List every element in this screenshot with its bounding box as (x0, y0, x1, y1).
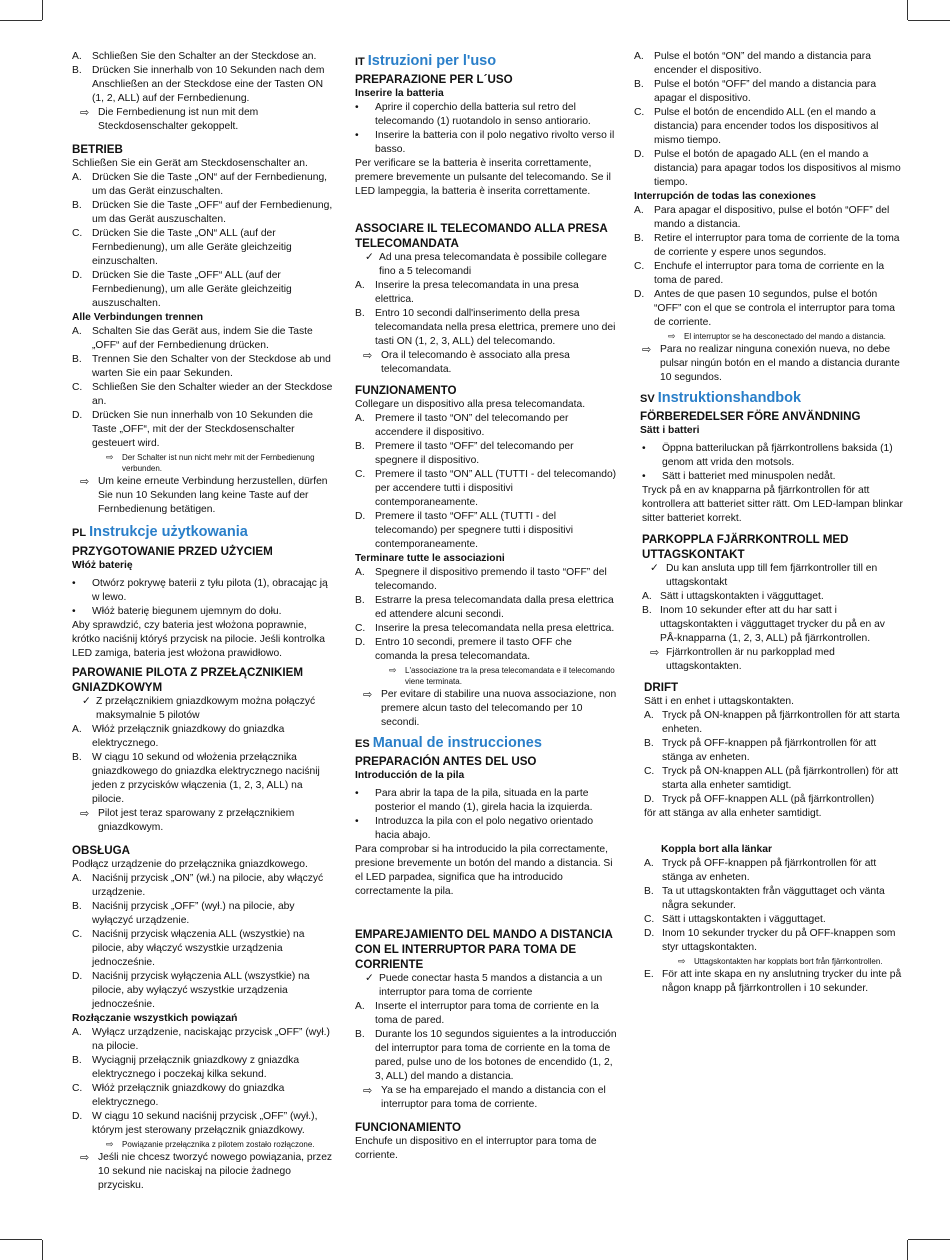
list-item: A. Tryck på OFF-knappen på fjärrkontrollen för att stänga av enheten. (644, 858, 877, 883)
list-item: B. Estrarre la presa telecomandata dalla presa elettrica ed attendere alcuni secondi. (355, 595, 614, 620)
bullet-item: • Introduzca la pila con el polo negativo orientado hacia abajo. (355, 816, 594, 841)
section-heading: PREPARACIÓN ANTES DEL USO (355, 755, 537, 768)
column-spanish-swedish (634, 50, 904, 996)
arrow-icon: ⇨ (668, 331, 676, 341)
bullet-item: • Sätt i batteriet med minuspolen nedåt. (642, 471, 836, 482)
list-item: A. Para apagar el dispositivo, pulse el botón “OFF” del mando a distancia. (634, 205, 890, 230)
list-item: B. Naciśnij przycisk „OFF” (wył.) na pilocie, aby wyłączyć urządzenie. (72, 901, 295, 926)
crop-mark (42, 1240, 43, 1260)
list-item: D. Drücken Sie die Taste „OFF“ ALL (auf der Fernbedienung), um alle Geräte gleichzeitig auszuschalten. (72, 270, 292, 309)
list-item: D. Drücken Sie nun innerhalb von 10 Sekunden die Taste „OFF“, mit der der Steckdosenschalter gesteuert wird. (72, 410, 313, 449)
arrow-icon: ⇨ (650, 647, 660, 659)
bullet-item: • Öppna batteriluckan på fjärrkontrollens baksida (1) genom att vrida den motsols. (642, 443, 893, 468)
list-item: B. W ciągu 10 sekund od włożenia przełącznika gniazdkowego do gniazdka elektrycznego naciśnij jeden z przycisków włączenia (1, 2, 3, ALL) na pilocie. (72, 752, 320, 805)
subsection-heading: Terminare tutte le associazioni (355, 553, 505, 564)
note-item: ⇨ El interruptor se ha desconectado del mando a distancia. (668, 331, 886, 341)
crop-mark (907, 1240, 908, 1260)
arrow-icon: ⇨ (106, 452, 114, 462)
paragraph: Tryck på en av knapparna på fjärrkontrollen för att kontrollera att batteriet sitter rätt. Om LED-lampan blinkar sitter batteriet korrekt. (642, 485, 903, 524)
check-item: ✓ Puede conectar hasta 5 mandos a distancia a un interruptor para toma de corriente (365, 973, 603, 998)
section-heading: DRIFT (644, 681, 679, 694)
subsection-heading: Rozłączanie wszystkich powiązań (72, 1013, 238, 1024)
section-heading: OBSŁUGA (72, 844, 130, 857)
list-item: C. Naciśnij przycisk włączenia ALL (wszystkie) na pilocie, aby włączyć wszystkie urządzenia jednocześnie. (72, 929, 305, 968)
paragraph: Enchufe un dispositivo en el interruptor para toma de corriente. (355, 1136, 597, 1161)
subsection-heading: Interrupción de todas las conexiones (634, 191, 816, 202)
list-item: B. Premere il tasto “OFF” del telecomando per spegnere il dispositivo. (355, 441, 574, 466)
check-item: ✓ Du kan ansluta upp till fem fjärrkontroller till en uttagskontakt (650, 563, 878, 588)
bullet-icon: • (355, 816, 359, 827)
list-item: A. Pulse el botón “ON” del mando a distancia para encender el dispositivo. (634, 51, 871, 76)
list-item: A. Tryck på ON-knappen på fjärrkontrollen för att starta enheten. (644, 710, 900, 735)
arrow-icon: ⇨ (80, 476, 90, 488)
column-italian-spanish (355, 50, 617, 1163)
paragraph: Per verificare se la batteria è inserita correttamente, premere brevemente un pulsante del telecomando. Se il LED lampeggia, la batteria è inserita correttamente. (355, 158, 611, 197)
arrow-icon: ⇨ (80, 107, 90, 119)
list-item: A. Włóż przełącznik gniazdkowy do gniazdka elektrycznego. (72, 724, 285, 749)
list-item: B. Drücken Sie die Taste „OFF“ auf der Fernbedienung, um das Gerät auszuschalten. (72, 200, 333, 225)
arrow-icon: ⇨ (80, 808, 90, 820)
list-item: A. Naciśnij przycisk „ON” (wł.) na pilocie, aby włączyć urządzenie. (72, 873, 324, 898)
list-item: D. Pulse el botón de apagado ALL (en el mando a distancia) para apagar todos los dispositivos al mismo tiempo. (634, 149, 901, 188)
list-item: C. Tryck på ON-knappen ALL (på fjärrkontrollen) för att starta alla enheter samtidigt. (644, 766, 899, 791)
subsection-heading: Alle Verbindungen trennen (72, 312, 204, 323)
list-item: B. Entro 10 secondi dall'inserimento della presa telecomandata nella presa elettrica, premere uno dei tasti ON (1, 2, 3, ALL) del telecomando. (355, 308, 616, 347)
result-item: ⇨ Ora il telecomando è associato alla presa telecomandata. (363, 350, 570, 375)
tip-item: ⇨ Per evitare di stabilire una nuova associazione, non premere alcun tasto del telecomando per 10 secondi. (363, 689, 617, 728)
list-item: B. Ta ut uttagskontakten från vägguttaget och vänta några sekunder. (644, 886, 885, 911)
list-item: A. Premere il tasto “ON” del telecomando per accendere il dispositivo. (355, 413, 569, 438)
bullet-icon: • (355, 788, 359, 799)
list-item: D. Antes de que pasen 10 segundos, pulse el botón “OFF” con el que se controla el interruptor para toma de corriente. (634, 289, 895, 328)
subsection-heading: Sätt i batteri (640, 425, 700, 436)
section-heading: BETRIEB (72, 143, 123, 156)
bullet-icon: • (642, 471, 646, 482)
list-item: C. Schließen Sie den Schalter wieder an der Steckdose an. (72, 382, 333, 407)
paragraph: Aby sprawdzić, czy bateria jest włożona poprawnie, krótko naciśnij któryś przycisk na pilocie. Jeśli kontrolka LED zamiga, bateria jest włożona prawidłowo. (72, 620, 325, 659)
note-item: ⇨ Powiązanie przełącznika z pilotem zostało rozłączone. (106, 1139, 315, 1149)
list-item: C. Inserire la presa telecomandata nella presa elettrica. (355, 623, 615, 634)
list-item: C. Premere il tasto “ON” ALL (TUTTI - del telecomando) per accendere tutti i dispositivi contemporaneamente. (355, 469, 617, 508)
section-heading: PRZYGOTOWANIE PRZED UŻYCIEM (72, 545, 273, 558)
list-item: A. Inserire la presa telecomandata in una presa elettrica. (355, 280, 579, 305)
list-item: B. Pulse el botón “OFF” del mando a distancia para apagar el dispositivo. (634, 79, 877, 104)
bullet-item: • Włóż baterię biegunem ujemnym do dołu. (72, 606, 282, 617)
language-title-pl: PL Instrukcje użytkowania (72, 524, 248, 540)
result-item: ⇨ Die Fernbedienung ist nun mit dem Steckdosenschalter gekoppelt. (80, 107, 259, 132)
section-heading: ASSOCIARE IL TELECOMANDO ALLA PRESA TELECOMANDATA (355, 222, 608, 250)
list-item: D. Inom 10 sekunder trycker du på OFF-knappen som styr uttagskontakten. (644, 928, 896, 953)
crop-mark (908, 1239, 950, 1240)
crop-mark (0, 1239, 42, 1240)
arrow-icon: ⇨ (80, 1152, 90, 1164)
list-item: B. Wyciągnij przełącznik gniazdkowy z gniazdka elektrycznego i poczekaj kilka sekund. (72, 1055, 300, 1080)
list-item: D. Tryck på OFF-knappen ALL (på fjärrkontrollen) (644, 794, 875, 805)
crop-mark (907, 0, 908, 20)
subsection-heading: Inserire la batteria (355, 88, 444, 99)
paragraph: Podłącz urządzenie do przełącznika gniazdkowego. (72, 859, 308, 870)
list-item: A. Spegnere il dispositivo premendo il tasto “OFF” del telecomando. (355, 567, 607, 592)
bullet-icon: • (72, 578, 76, 589)
list-item: C. Drücken Sie die Taste „ON“ ALL (auf der Fernbedienung), um alle Geräte gleichzeitig einzuschalten. (72, 228, 292, 267)
section-heading: EMPAREJAMIENTO DEL MANDO A DISTANCIA CON EL INTERRUPTOR PARA TOMA DE CORRIENTE (355, 928, 613, 971)
list-item: A. Drücken Sie die Taste „ON“ auf der Fernbedienung, um das Gerät einzuschalten. (72, 172, 328, 197)
list-item: B. Durante los 10 segundos siguientes a la introducción del interruptor para toma de corriente en la toma de pared, pulse uno de los botones de encendido (1, 2, 3, ALL) del mando a distancia. (355, 1029, 617, 1082)
list-item: E. För att inte skapa en ny anslutning trycker du inte på någon knapp på fjärrkontrollen i 10 sekunder. (644, 969, 902, 994)
list-item: D. Naciśnij przycisk wyłączenia ALL (wszystkie) na pilocie, aby wyłączyć wszystkie urządzenia jednocześnie. (72, 971, 310, 1010)
list-item: D. W ciągu 10 sekund naciśnij przycisk „OFF” (wył.), którym jest sterowany przełącznik gniazdkowy. (72, 1111, 318, 1136)
section-heading: FÖRBEREDELSER FÖRE ANVÄNDNING (640, 410, 861, 423)
section-heading: PAROWANIE PILOTA Z PRZEŁĄCZNIKIEM GNIAZDKOWYM (72, 666, 304, 694)
arrow-icon: ⇨ (389, 665, 397, 675)
bullet-icon: • (72, 606, 76, 617)
note-item: ⇨ L'associazione tra la presa telecomandata e il telecomando viene terminata. (389, 665, 615, 686)
subsection-heading: Koppla bort alla länkar (661, 844, 773, 855)
section-heading: PREPARAZIONE PER L´USO (355, 73, 513, 86)
column-german-polish (72, 50, 334, 1193)
note-item: ⇨ Uttagskontakten har kopplats bort från fjärrkontrollen. (678, 956, 883, 966)
checkmark-icon: ✓ (365, 973, 374, 984)
list-item: B. Retire el interruptor para toma de corriente de la toma de corriente y espere unos segundos. (634, 233, 900, 258)
bullet-icon: • (642, 443, 646, 454)
section-heading: FUNCIONAMIENTO (355, 1121, 462, 1134)
paragraph: för att stänga av alla enheter samtidigt. (644, 808, 822, 819)
list-item: C. Sätt i uttagskontakten i vägguttaget. (644, 914, 826, 925)
bullet-item: • Inserire la batteria con il polo negativo rivolto verso il basso. (355, 130, 615, 155)
crop-mark (908, 20, 950, 21)
bullet-item: • Aprire il coperchio della batteria sul retro del telecomando (1) ruotandolo in senso antiorario. (355, 102, 591, 127)
bullet-item: • Otwórz pokrywę baterii z tyłu pilota (1), obracając ją w lewo. (72, 578, 328, 603)
list-item: B. Drücken Sie innerhalb von 10 Sekunden nach dem Anschließen an der Steckdose eine der Tasten ON (1, 2, ALL) auf der Fernbedienung. (72, 65, 325, 104)
list-item: A. Schalten Sie das Gerät aus, indem Sie die Taste „OFF“ auf der Fernbedienung drücken. (72, 326, 313, 351)
tip-item: ⇨ Jeśli nie chcesz tworzyć nowego powiązania, przez 10 sekund nie naciskaj na pilocie żadnego przycisku. (80, 1152, 333, 1191)
list-item: B. Inom 10 sekunder efter att du har satt i uttagskontakten i vägguttaget trycker du på en av PÅ-knapparna (1, 2, 3, ALL) på fjärrkontrollen. (642, 605, 885, 644)
check-item: ✓ Ad una presa telecomandata è possibile collegare fino a 5 telecomandi (365, 252, 607, 277)
note-item: ⇨ Der Schalter ist nun nicht mehr mit der Fernbedienung verbunden. (106, 452, 315, 473)
language-title-it: IT Istruzioni per l'uso (355, 53, 497, 69)
list-item: B. Trennen Sie den Schalter von der Steckdose ab und warten Sie ein paar Sekunden. (72, 354, 331, 379)
checkmark-icon: ✓ (365, 252, 374, 263)
bullet-item: • Para abrir la tapa de la pila, situada en la parte posterior el mando (1), girela hacia la izquierda. (355, 788, 593, 813)
arrow-icon: ⇨ (363, 689, 373, 701)
section-heading: FUNZIONAMENTO (355, 384, 457, 397)
checkmark-icon: ✓ (650, 563, 659, 574)
list-item: C. Włóż przełącznik gniazdkowy do gniazdka elektrycznego. (72, 1083, 285, 1108)
subsection-heading: Introducción de la pila (355, 770, 465, 781)
paragraph: Sätt i en enhet i uttagskontakten. (644, 696, 794, 707)
result-item: ⇨ Pilot jest teraz sparowany z przełącznikiem gniazdkowym. (80, 808, 295, 833)
arrow-icon: ⇨ (363, 1085, 373, 1097)
tip-item: ⇨ Um keine erneute Verbindung herzustellen, dürfen Sie nun 10 Sekunden lang keine Taste auf der Fernbedienung betätigen. (80, 476, 328, 515)
arrow-icon: ⇨ (642, 344, 652, 356)
check-item: ✓ Z przełącznikiem gniazdkowym można połączyć maksymalnie 5 pilotów (82, 696, 316, 721)
result-item: ⇨ Fjärrkontrollen är nu parkopplad med uttagskontakten. (650, 647, 835, 672)
crop-mark (0, 20, 42, 21)
list-item: A. Sätt i uttagskontakten i vägguttaget. (642, 591, 824, 602)
list-item: C. Pulse el botón de encendido ALL (en el mando a distancia) para encender todos los dispositivos al mismo tiempo. (634, 107, 879, 146)
result-item: ⇨ Ya se ha emparejado el mando a distancia con el interruptor para toma de corriente. (363, 1085, 606, 1110)
paragraph: Collegare un dispositivo alla presa telecomandata. (355, 399, 586, 410)
list-item: C. Enchufe el interruptor para toma de corriente en la toma de pared. (634, 261, 885, 286)
list-item: D. Premere il tasto “OFF” ALL (TUTTI - del telecomando) per spegnere tutti i dispositivi contemporaneamente. (355, 511, 574, 550)
paragraph: Schließen Sie ein Gerät am Steckdosenschalter an. (72, 158, 308, 169)
list-item: D. Entro 10 secondi, premere il tasto OFF che comanda la presa telecomandata. (355, 637, 572, 662)
subsection-heading: Włóż baterię (72, 560, 133, 571)
list-item: A. Schließen Sie den Schalter an der Steckdose an. (72, 51, 317, 62)
language-title-sv: SV Instruktionshandbok (640, 390, 802, 406)
arrow-icon: ⇨ (363, 350, 373, 362)
arrow-icon: ⇨ (678, 956, 686, 966)
tip-item: ⇨ Para no realizar ninguna conexión nueva, no debe pulsar ningún botón en el mando a distancia durante 10 segundos. (642, 344, 900, 383)
language-title-es: ES Manual de instrucciones (355, 735, 542, 751)
paragraph: Para comprobar si ha introducido la pila correctamente, presione brevemente un botón del mando a distancia. Si el LED parpadea, significa que ha introducido correctamente la pila. (355, 844, 613, 897)
section-heading: PARKOPPLA FJÄRRKONTROLL MED UTTAGSKONTAKT (642, 533, 849, 561)
arrow-icon: ⇨ (106, 1139, 114, 1149)
crop-mark (42, 0, 43, 20)
checkmark-icon: ✓ (82, 696, 91, 707)
list-item: B. Tryck på OFF-knappen på fjärrkontrollen för att stänga av enheten. (644, 738, 877, 763)
list-item: A. Wyłącz urządzenie, naciskając przycisk „OFF” (wył.) na pilocie. (72, 1027, 330, 1052)
bullet-icon: • (355, 102, 359, 113)
list-item: A. Inserte el interruptor para toma de corriente en la toma de pared. (355, 1001, 599, 1026)
bullet-icon: • (355, 130, 359, 141)
